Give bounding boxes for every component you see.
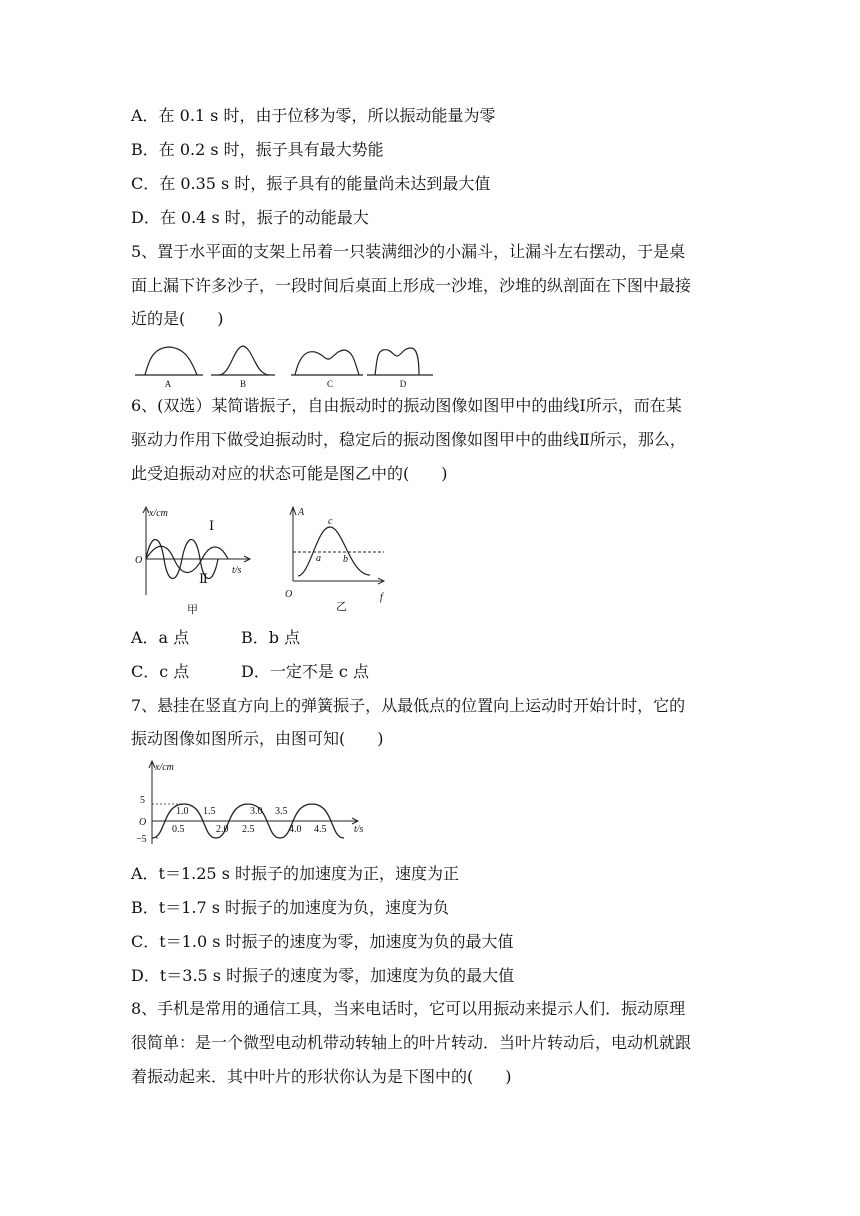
- q7-x-tick-4.0: 4.0: [289, 824, 302, 835]
- yi-y-label: A: [298, 507, 305, 518]
- q4-option-a: A．在 0.1 s 时，由于位移为零，所以振动能量为零: [131, 106, 496, 125]
- q8-text-line-1: 8、手机是常用的通信工具，当来电话时，它可以用振动来提示人们．振动原理: [131, 999, 686, 1018]
- q7-y-tick-neg5: −5: [136, 834, 147, 845]
- yi-caption: 乙: [336, 601, 347, 613]
- q7-y-label: x/cm: [155, 762, 174, 773]
- q7-x-tick-4.5: 4.5: [314, 824, 327, 835]
- q7-text-line-2: 振动图像如图所示，由图可知( ): [131, 729, 384, 748]
- q7-vibration-graph: [132, 758, 372, 853]
- q7-option-c: C．t＝1.0 s 时振子的速度为零，加速度为负的最大值: [131, 932, 514, 951]
- q7-option-d: D．t＝3.5 s 时振子的速度为零，加速度为负的最大值: [131, 966, 515, 985]
- yi-origin: O: [285, 589, 293, 600]
- q7-x-label: t/s: [354, 824, 364, 835]
- jia-x-label: t/s: [232, 565, 242, 576]
- yi-x-label: f: [380, 592, 383, 603]
- yi-resonance-curve: [298, 527, 370, 576]
- q7-x-tick-0.5: 0.5: [172, 824, 185, 835]
- q6-option-d: D．一定不是 c 点: [241, 662, 369, 681]
- q5-label-c: C: [326, 379, 334, 389]
- q4-option-c: C．在 0.35 s 时，振子具有的能量尚未达到最大值: [131, 174, 491, 193]
- q8-text-line-2: 很简单：是一个微型电动机带动转轴上的叶片转动．当叶片转动后，电动机就跟: [131, 1033, 692, 1052]
- jia-curve-2-label: Ⅱ: [199, 571, 208, 586]
- q5-label-d: D: [399, 379, 407, 389]
- q5-label-b: B: [239, 379, 247, 389]
- q7-origin: O: [139, 817, 147, 828]
- jia-caption: 甲: [187, 604, 198, 616]
- q4-option-b: B．在 0.2 s 时，振子具有最大势能: [131, 140, 384, 159]
- q6-figure-yi: [282, 503, 392, 615]
- q7-x-tick-3.5: 3.5: [275, 806, 288, 817]
- q8-text-line-3: 着振动起来．其中叶片的形状你认为是下图中的( ): [131, 1067, 512, 1086]
- q6-option-b: B．b 点: [241, 628, 301, 647]
- q5-sand-pile-figure: [135, 340, 435, 390]
- q4-option-d: D．在 0.4 s 时，振子的动能最大: [131, 208, 369, 227]
- q6-figure-jia: [132, 503, 262, 618]
- q5-text-line-2: 面上漏下许多沙子，一段时间后桌面上形成一沙堆，沙堆的纵剖面在下图中最接: [131, 276, 692, 295]
- jia-y-label: x/cm: [149, 508, 168, 519]
- q7-option-a: A．t＝1.25 s 时振子的加速度为正，速度为正: [131, 864, 459, 883]
- q7-x-tick-2.0: 2.0: [216, 824, 229, 835]
- q6-text-line-1: 6、(双选）某简谐振子，自由振动时的振动图像如图甲中的曲线Ⅰ所示，而在某: [131, 396, 682, 415]
- q6-option-c: C．c 点: [131, 662, 190, 681]
- q5-text-line-1: 5、置于水平面的支架上吊着一只装满细沙的小漏斗，让漏斗左右摆动，于是桌: [131, 242, 686, 261]
- q7-x-tick-1.5: 1.5: [203, 806, 216, 817]
- q7-x-tick-1.0: 1.0: [176, 806, 189, 817]
- q7-x-tick-3.0: 3.0: [250, 806, 263, 817]
- yi-point-b: b: [343, 554, 348, 565]
- q5-label-a: A: [164, 379, 172, 389]
- q5-text-line-3: 近的是( ): [131, 309, 224, 328]
- jia-origin: O: [135, 555, 143, 566]
- q6-text-line-2: 驱动力作用下做受迫振动时，稳定后的振动图像如图甲中的曲线Ⅱ所示，那么，: [131, 430, 686, 449]
- yi-point-c: c: [328, 516, 333, 527]
- q6-option-a: A．a 点: [131, 628, 190, 647]
- q7-option-b: B．t＝1.7 s 时振子的加速度为负，速度为负: [131, 898, 450, 917]
- q6-text-line-3: 此受迫振动对应的状态可能是图乙中的( ): [131, 464, 448, 483]
- q7-text-line-1: 7、悬挂在竖直方向上的弹簧振子，从最低点的位置向上运动时开始计时，它的: [131, 696, 686, 715]
- q7-x-tick-2.5: 2.5: [242, 824, 255, 835]
- jia-curve-1-label: Ⅰ: [209, 518, 215, 533]
- q7-y-tick-5: 5: [140, 795, 145, 806]
- yi-point-a: a: [316, 553, 321, 564]
